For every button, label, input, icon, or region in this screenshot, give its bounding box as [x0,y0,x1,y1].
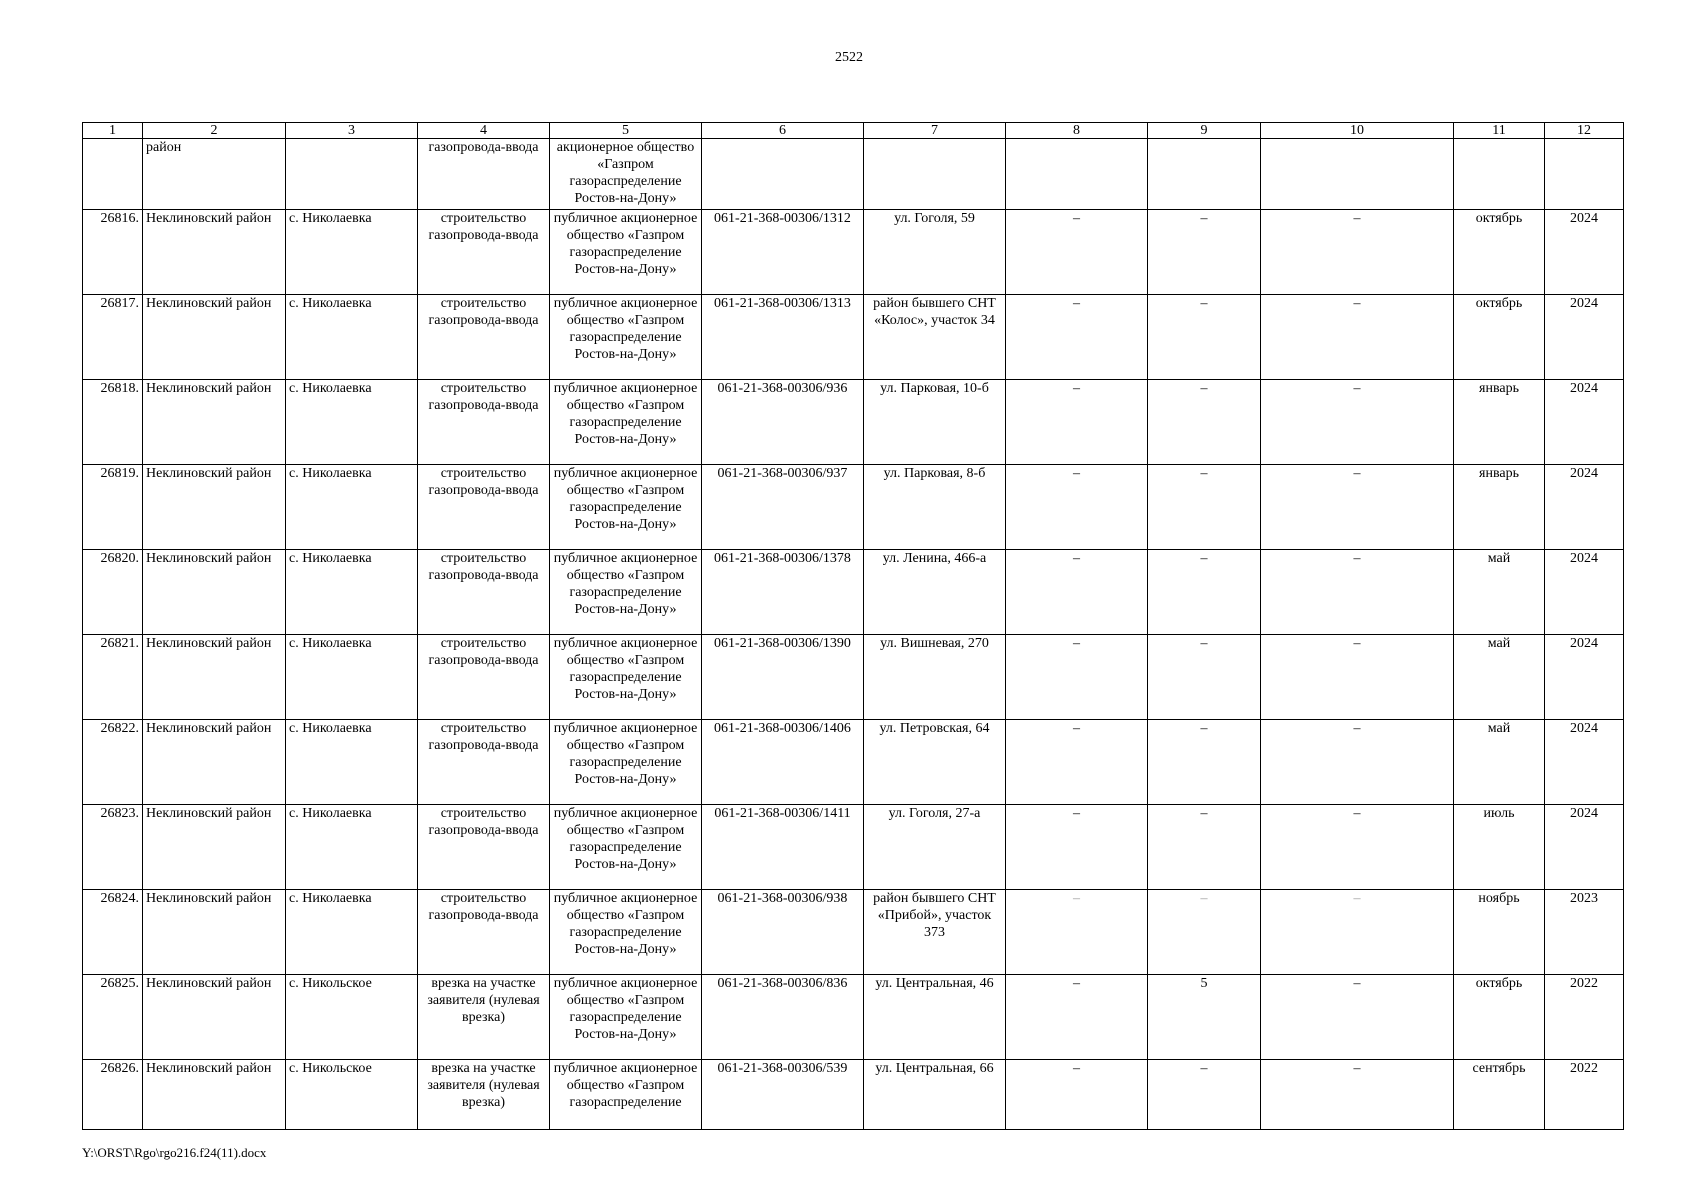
cell-address: ул. Ленина, 466-а [864,550,1006,635]
cell-col10: – [1261,210,1454,295]
cell-settlement: с. Никольское [286,1060,418,1130]
cell-operator: публичное акционерное общество «Газпром газораспределение Ростов-на-Дону» [550,720,702,805]
cell-col9: – [1148,720,1261,805]
cell-year: 2024 [1545,720,1624,805]
cell-col10: – [1261,635,1454,720]
cell-operator: публичное акционерное общество «Газпром газораспределение Ростов-на-Дону» [550,465,702,550]
cell-work-type: строительство газопровода-ввода [418,380,550,465]
cell-address: ул. Парковая, 10-б [864,380,1006,465]
cell-month: июль [1454,805,1545,890]
column-header: 9 [1148,123,1261,139]
cell-address: ул. Центральная, 46 [864,975,1006,1060]
cell-col9: – [1148,805,1261,890]
cell-settlement: с. Николаевка [286,380,418,465]
cell-district: Неклиновский район [143,720,286,805]
cell-settlement: с. Николаевка [286,465,418,550]
cell-num: 26817. [83,295,143,380]
cell-code: 061-21-368-00306/1411 [702,805,864,890]
column-header: 6 [702,123,864,139]
cell-month: май [1454,635,1545,720]
cell-work-type: врезка на участке заявителя (нулевая врезка) [418,1060,550,1130]
cell-address: район бывшего СНТ «Колос», участок 34 [864,295,1006,380]
cell-settlement: с. Николаевка [286,295,418,380]
register-table [82,122,1624,1130]
cell-district: Неклиновский район [143,295,286,380]
cell-num: 26819. [83,465,143,550]
cell-address: ул. Парковая, 8-б [864,465,1006,550]
cell-month: ноябрь [1454,890,1545,975]
cell-district: район [143,139,286,210]
cell-district: Неклиновский район [143,210,286,295]
cell-month: май [1454,550,1545,635]
cell-month: октябрь [1454,975,1545,1060]
cell-operator: публичное акционерное общество «Газпром газораспределение Ростов-на-Дону» [550,210,702,295]
cell-year: 2023 [1545,890,1624,975]
column-header: 2 [143,123,286,139]
cell-num [83,139,143,210]
cell-col9: – [1148,635,1261,720]
cell-year [1545,139,1624,210]
page-number: 2522 [835,50,863,65]
cell-month [1454,139,1545,210]
cell-col10: – [1261,890,1454,975]
cell-operator: акционерное общество «Газпром газораспределение Ростов-на-Дону» [550,139,702,210]
cell-district: Неклиновский район [143,465,286,550]
cell-address: ул. Гоголя, 27-а [864,805,1006,890]
table-row [83,465,1624,550]
cell-num: 26816. [83,210,143,295]
cell-col10: – [1261,805,1454,890]
cell-col9: – [1148,1060,1261,1130]
column-header: 5 [550,123,702,139]
cell-settlement: с. Николаевка [286,635,418,720]
cell-col9: – [1148,465,1261,550]
cell-col8: – [1006,720,1148,805]
cell-address: ул. Вишневая, 270 [864,635,1006,720]
table-row [83,295,1624,380]
cell-code: 061-21-368-00306/1378 [702,550,864,635]
cell-col10: – [1261,1060,1454,1130]
cell-year: 2024 [1545,635,1624,720]
cell-work-type: строительство газопровода-ввода [418,465,550,550]
cell-work-type: строительство газопровода-ввода [418,550,550,635]
cell-district: Неклиновский район [143,975,286,1060]
cell-district: Неклиновский район [143,1060,286,1130]
cell-work-type: строительство газопровода-ввода [418,805,550,890]
column-header: 11 [1454,123,1545,139]
cell-month: октябрь [1454,295,1545,380]
cell-year: 2024 [1545,210,1624,295]
cell-district: Неклиновский район [143,635,286,720]
cell-col8: – [1006,550,1148,635]
cell-num: 26826. [83,1060,143,1130]
table-row [83,380,1624,465]
cell-col10: – [1261,550,1454,635]
cell-code: 061-21-368-00306/937 [702,465,864,550]
footer-file-path: Y:\ORST\Rgo\rgo216.f24(11).docx [82,1145,267,1160]
cell-month: январь [1454,465,1545,550]
cell-num: 26821. [83,635,143,720]
cell-code: 061-21-368-00306/1313 [702,295,864,380]
cell-address: ул. Петровская, 64 [864,720,1006,805]
cell-year: 2024 [1545,295,1624,380]
cell-address: ул. Центральная, 66 [864,1060,1006,1130]
column-header: 8 [1006,123,1148,139]
cell-district: Неклиновский район [143,805,286,890]
cell-month: сентябрь [1454,1060,1545,1130]
table-row [83,975,1624,1060]
cell-col8: – [1006,210,1148,295]
cell-col10: – [1261,380,1454,465]
cell-col9 [1148,139,1261,210]
cell-work-type: строительство газопровода-ввода [418,295,550,380]
cell-col8: – [1006,975,1148,1060]
cell-month: январь [1454,380,1545,465]
cell-settlement: с. Никольское [286,975,418,1060]
cell-num: 26820. [83,550,143,635]
cell-settlement [286,139,418,210]
cell-col8: – [1006,890,1148,975]
cell-col10: – [1261,295,1454,380]
column-header: 3 [286,123,418,139]
cell-col10: – [1261,465,1454,550]
cell-code: 061-21-368-00306/1406 [702,720,864,805]
cell-address: ул. Гоголя, 59 [864,210,1006,295]
table-row [83,550,1624,635]
cell-year: 2022 [1545,1060,1624,1130]
table-row [83,210,1624,295]
column-number-row [83,123,1624,139]
cell-col8: – [1006,380,1148,465]
cell-work-type: газопровода-ввода [418,139,550,210]
cell-work-type: строительство газопровода-ввода [418,210,550,295]
cell-code: 061-21-368-00306/836 [702,975,864,1060]
cell-col9: – [1148,380,1261,465]
cell-col10: – [1261,720,1454,805]
cell-num: 26823. [83,805,143,890]
cell-col9: – [1148,210,1261,295]
cell-num: 26818. [83,380,143,465]
cell-col9: – [1148,890,1261,975]
cell-month: октябрь [1454,210,1545,295]
cell-code: 061-21-368-00306/936 [702,380,864,465]
cell-settlement: с. Николаевка [286,720,418,805]
table-row [83,635,1624,720]
continued-row [83,139,1624,210]
cell-col8: – [1006,805,1148,890]
cell-operator: публичное акционерное общество «Газпром газораспределение Ростов-на-Дону» [550,805,702,890]
table-row [83,720,1624,805]
cell-year: 2024 [1545,805,1624,890]
cell-num: 26824. [83,890,143,975]
cell-col8: – [1006,465,1148,550]
table-row [83,1060,1624,1130]
cell-col8 [1006,139,1148,210]
cell-address: район бывшего СНТ «Прибой», участок 373 [864,890,1006,975]
cell-num: 26825. [83,975,143,1060]
cell-settlement: с. Николаевка [286,890,418,975]
cell-work-type: строительство газопровода-ввода [418,890,550,975]
cell-operator: публичное акционерное общество «Газпром газораспределение [550,1060,702,1130]
cell-operator: публичное акционерное общество «Газпром газораспределение Ростов-на-Дону» [550,295,702,380]
cell-col9: – [1148,295,1261,380]
cell-year: 2024 [1545,380,1624,465]
cell-district: Неклиновский район [143,550,286,635]
cell-year: 2022 [1545,975,1624,1060]
column-header: 12 [1545,123,1624,139]
cell-work-type: врезка на участке заявителя (нулевая врезка) [418,975,550,1060]
column-header: 10 [1261,123,1454,139]
cell-operator: публичное акционерное общество «Газпром газораспределение Ростов-на-Дону» [550,890,702,975]
cell-settlement: с. Николаевка [286,210,418,295]
column-header: 1 [83,123,143,139]
cell-operator: публичное акционерное общество «Газпром газораспределение Ростов-на-Дону» [550,635,702,720]
cell-code [702,139,864,210]
cell-district: Неклиновский район [143,380,286,465]
table-row [83,890,1624,975]
cell-col8: – [1006,1060,1148,1130]
cell-col8: – [1006,635,1148,720]
cell-col10: – [1261,975,1454,1060]
cell-year: 2024 [1545,550,1624,635]
cell-code: 061-21-368-00306/539 [702,1060,864,1130]
cell-code: 061-21-368-00306/1312 [702,210,864,295]
cell-operator: публичное акционерное общество «Газпром газораспределение Ростов-на-Дону» [550,975,702,1060]
cell-col8: – [1006,295,1148,380]
cell-month: май [1454,720,1545,805]
column-header: 4 [418,123,550,139]
cell-code: 061-21-368-00306/1390 [702,635,864,720]
cell-col9: – [1148,550,1261,635]
table-row [83,805,1624,890]
cell-operator: публичное акционерное общество «Газпром газораспределение Ростов-на-Дону» [550,550,702,635]
cell-year: 2024 [1545,465,1624,550]
cell-district: Неклиновский район [143,890,286,975]
cell-code: 061-21-368-00306/938 [702,890,864,975]
column-header: 7 [864,123,1006,139]
cell-work-type: строительство газопровода-ввода [418,635,550,720]
cell-col10 [1261,139,1454,210]
cell-operator: публичное акционерное общество «Газпром газораспределение Ростов-на-Дону» [550,380,702,465]
cell-col9: 5 [1148,975,1261,1060]
cell-settlement: с. Николаевка [286,805,418,890]
cell-settlement: с. Николаевка [286,550,418,635]
cell-num: 26822. [83,720,143,805]
cell-address [864,139,1006,210]
table-body [83,210,1624,1130]
cell-work-type: строительство газопровода-ввода [418,720,550,805]
